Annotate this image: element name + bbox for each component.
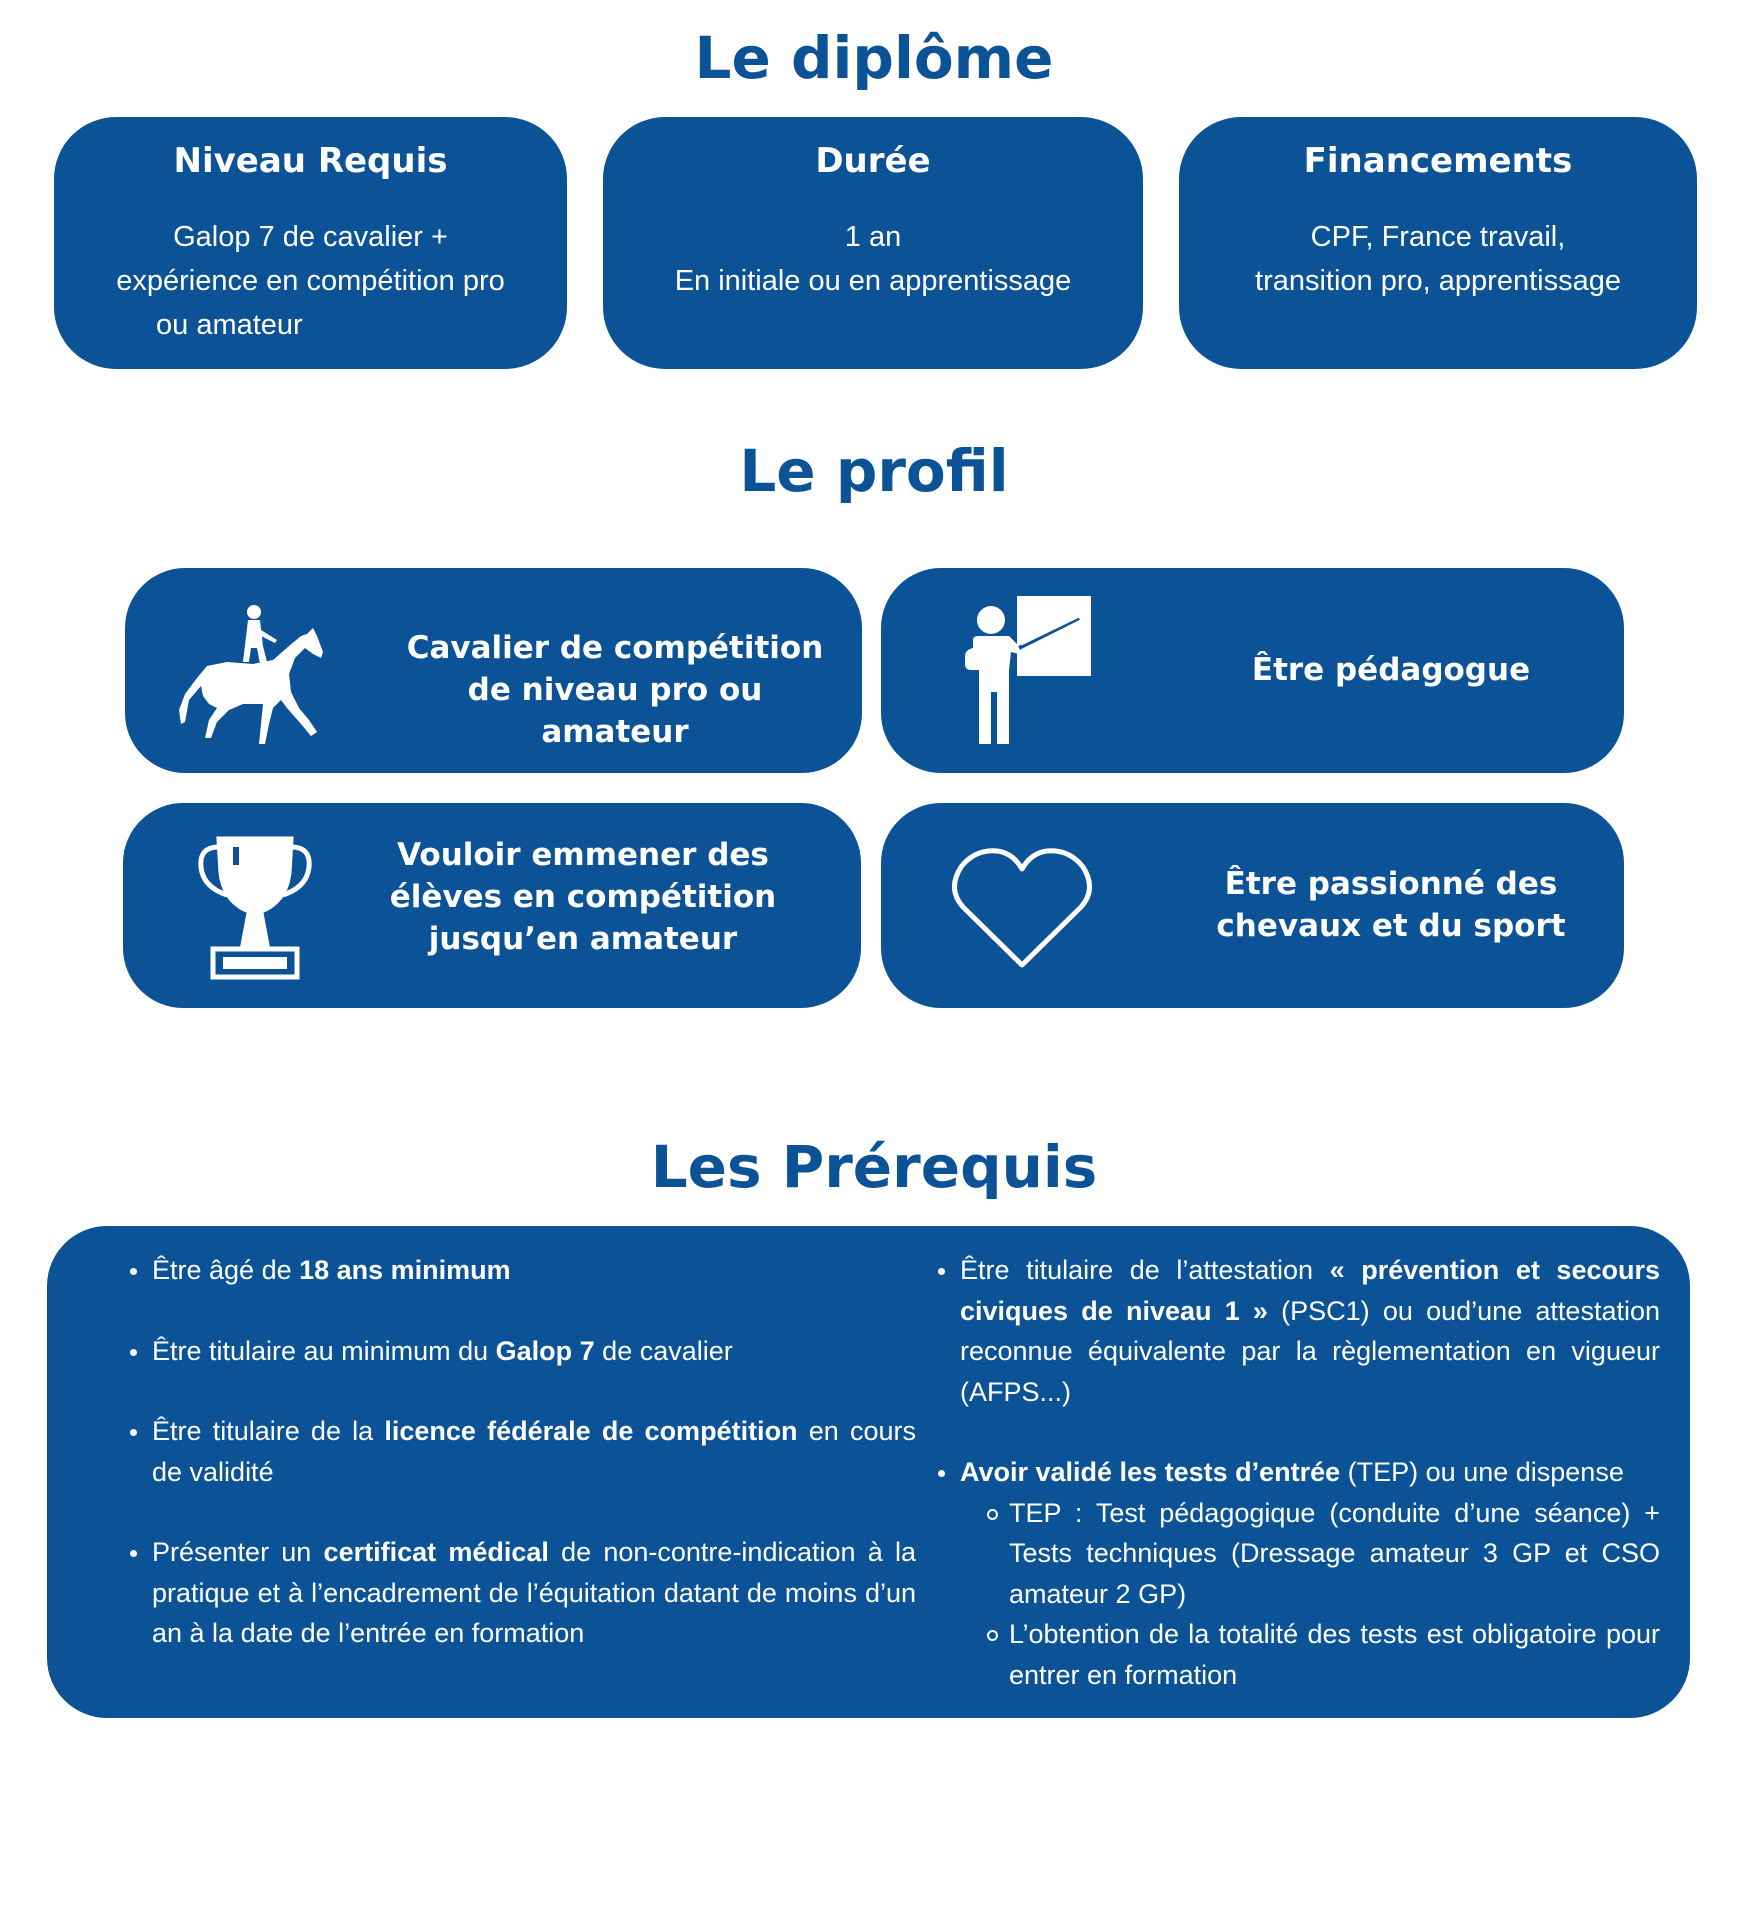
card-text [623,215,1123,303]
prerequis-panel [47,1226,1690,1718]
profil-card-text [373,834,793,960]
card-title: Financements [1303,141,1573,181]
prerequis-sub-list [960,1493,1660,1696]
prerequis-left-column [128,1250,916,1654]
list-item: Être âgé de 18 ans minimum [152,1250,916,1291]
list-item: Être titulaire au minimum du Galop 7 de cavalier [152,1331,916,1372]
card-text [74,215,547,347]
card-line: Galop 7 de cavalier + [173,221,448,253]
profil-line: chevaux et du sport [1216,908,1566,944]
diplome-title: Le diplôme [694,24,1054,92]
list-item: Avoir validé les tests d’entrée (TEP) ou une dispense TEP : Test pédagogique (conduite d’une séance) + Tests techniques (Dressage amateur 3 GP et CSO amateur 2 GP) L’obtention de la totalité des tests est obligatoire pour entrer en formation [960,1452,1660,1695]
prerequis-left-list [128,1250,916,1654]
profil-title: Le profil [739,437,1009,505]
card-duree [603,117,1143,369]
card-financements [1179,117,1697,369]
list-item: Être titulaire de l’attestation « prévention et secours civiques de niveau 1 » (PSC1) ou oud’une attestation reconnue équivalente par la règlementation en vigueur (AFPS...) [960,1250,1660,1412]
horse-rider-icon [177,604,327,750]
profil-line: de niveau pro ou amateur [467,672,763,750]
card-line: transition pro, apprentissage [1255,265,1621,297]
profil-line: Être pédagogue [1251,652,1531,688]
profil-card-text [1181,863,1601,947]
card-line: expérience en compétition pro [116,265,505,297]
profil-line: Être passionné des [1224,866,1558,902]
profil-line: Vouloir emmener des [397,837,769,873]
card-title: Niveau Requis [173,141,448,181]
trophy-icon [197,833,313,981]
profil-card-cavalier [125,568,862,773]
card-niveau-requis [54,117,567,369]
sub-list-item: L’obtention de la totalité des tests est obligatoire pour entrer en formation [1009,1614,1660,1695]
profil-line: Cavalier de compétition [406,630,824,666]
card-line: En initiale ou en apprentissage [674,265,1072,297]
list-item: Présenter un certificat médical de non-contre-indication à la pratique et à l’encadrement de l’équitation datant de moins d’un an à la date de l’entrée en formation [152,1532,916,1654]
heart-icon [951,845,1093,969]
profil-card-passion [881,803,1624,1008]
prerequis-right-column [936,1250,1660,1695]
profil-card-pedagogue [881,568,1624,773]
card-title: Durée [815,141,931,181]
card-line: CPF, France travail, [1310,221,1566,253]
prerequis-title: Les Prérequis [650,1133,1098,1201]
profil-card-text [395,627,835,753]
card-line: 1 an [844,221,902,253]
card-text [1199,215,1677,303]
profil-line: élèves en compétition [389,879,777,915]
card-line: ou amateur [156,309,303,341]
profil-line: jusqu’en amateur [428,921,738,957]
profil-card-text [1181,649,1601,691]
profil-card-competition [123,803,861,1008]
prerequis-right-list [936,1250,1660,1695]
list-item: Être titulaire de la licence fédérale de compétition en cours de validité [152,1411,916,1492]
teacher-board-icon [961,596,1101,746]
sub-list-item: TEP : Test pédagogique (conduite d’une séance) + Tests techniques (Dressage amateur 3 GP et CSO amateur 2 GP) [1009,1493,1660,1615]
